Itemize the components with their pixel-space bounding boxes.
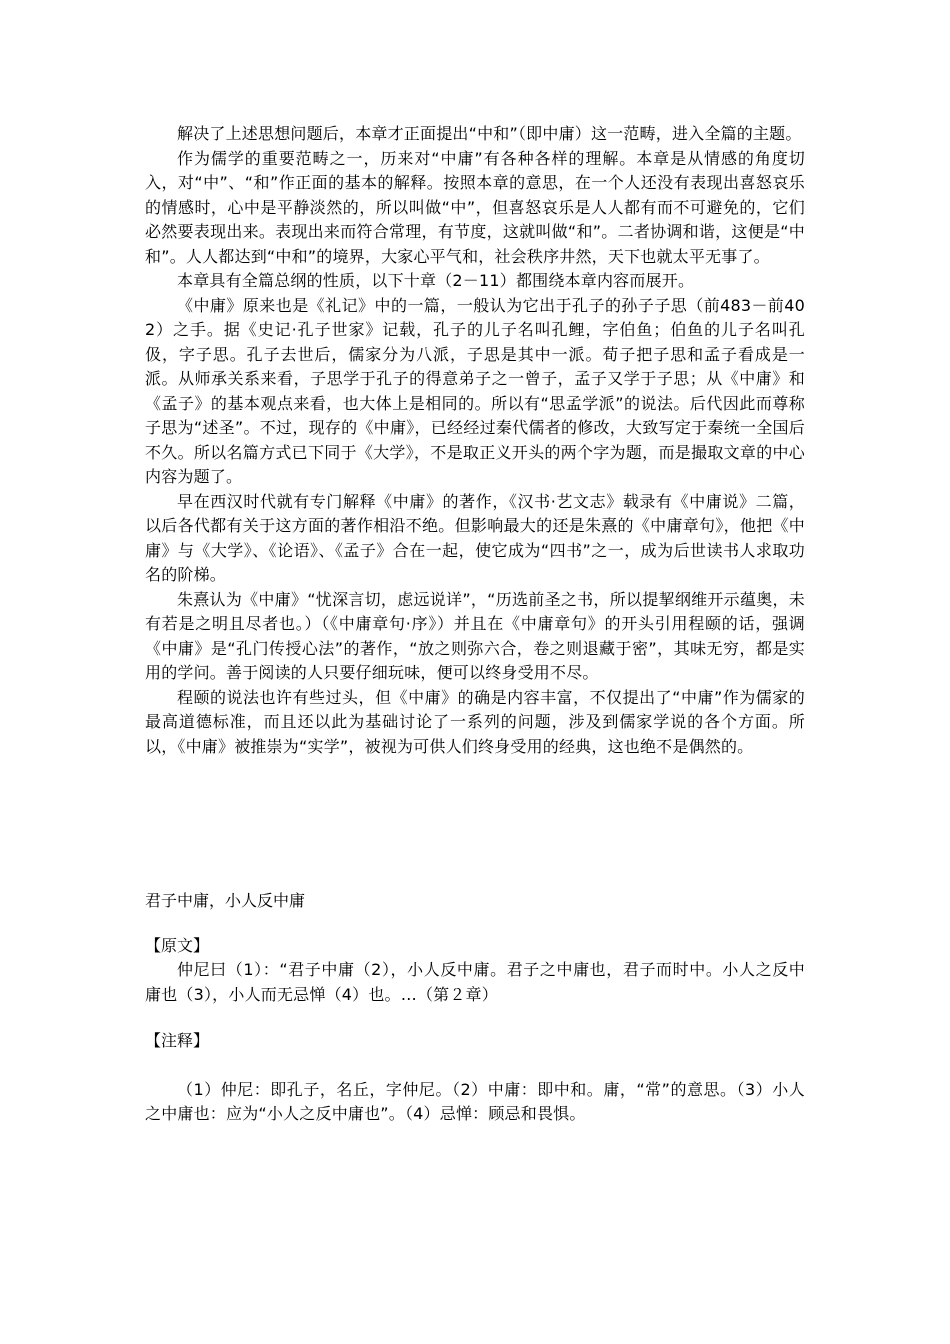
intro-paragraph-1: 解决了上述思想问题后，本章才正面提出“中和”（即中庸）这一范畴，进入全篇的主题。 [177,124,802,143]
zhushi-text: （1）仲尼：即孔子，名丘，字仲尼。（2）中庸：即中和。庸，“常”的意思。（3）小人之中庸也：应为“小人之反中庸也”。（4）忌惮：顾忌和畏惧。 [145,1079,805,1123]
intro-paragraph-5: 早在西汉时代就有专门解释《中庸》的著作，《汉书·艺文志》载录有《中庸说》二篇，以后各代都有关于这方面的著作相沿不绝。但影响最大的还是朱熹的《中庸章句》，他把《中庸》与《大学》、《论语》、《孟子》合在一起，使它成为“四书”之一，成为后世读书人求取功名的阶梯。 [145,491,805,584]
yuanwen-text: 仲尼曰（1）：“君子中庸（2），小人反中庸。君子之中庸也，君子而时中。小人之反中庸也（3），小人而无忌惮（4）也。…（第２章） [145,960,805,1004]
yuanwen-heading: 【原文】 [145,935,210,955]
intro-paragraph-7: 程颐的说法也许有些过头，但《中庸》的确是内容丰富，不仅提出了“中庸”作为儒家的最高道德标准，而且还以此为基础讨论了一系列的问题，涉及到儒家学说的各个方面。所以，《中庸》被推崇为“实学”，被视为可供人们终身受用的经典，这也绝不是偶然的。 [145,687,805,756]
zhushi-heading: 【注释】 [145,1031,210,1050]
intro-paragraph-3: 本章具有全篇总纲的性质，以下十章（2－11）都围绕本章内容而展开。 [177,271,695,290]
document-page [145,122,805,1127]
intro-paragraph-4: 《中庸》原来也是《礼记》中的一篇，一般认为它出于孔子的孙子子思（前483－前402）之手。据《史记·孔子世家》记载，孔子的儿子名叫孔鲤，字伯鱼；伯鱼的儿子名叫孔伋，字子思。孔子去世后，儒家分为八派，子思是其中一派。荀子把子思和孟子看成是一派。从师承关系来看，子思学于孔子的得意弟子之一曾子，孟子又学于子思；从《中庸》和《孟子》的基本观点来看，也大体上是相同的。所以有“思孟学派”的说法。后代因此而尊称子思为“述圣”。不过，现存的《中庸》，已经经过秦代儒者的修改，大致写定于秦统一全国后不久。所以名篇方式已下同于《大学》，不是取正义开头的两个字为题，而是撮取文章的中心内容为题了。 [145,295,805,486]
section-title: 君子中庸，小人反中庸 [145,891,306,910]
intro-paragraph-2: 作为儒学的重要范畴之一，历来对“中庸”有各种各样的理解。本章是从情感的角度切入，对“中”、“和”作正面的基本的解释。按照本章的意思，在一个人还没有表现出喜怒哀乐的情感时，心中是平静淡然的，所以叫做“中”，但喜怒哀乐是人人都有而不可避免的，它们必然要表现出来。表现出来而符合常理，有节度，这就叫做“和”。二者协调和谐，这便是“中和”。人人都达到“中和”的境界，大家心平气和，社会秩序井然，天下也就太平无事了。 [145,148,805,266]
intro-paragraph-6: 朱熹认为《中庸》“忧深言切，虑远说详”，“历选前圣之书，所以提挈纲维开示蕴奥，未有若是之明且尽者也。）（《中庸章句·序》）并且在《中庸章句》的开头引用程颐的话，强调《中庸》是“孔门传授心法”的著作，“放之则弥六合，卷之则退藏于密”，其味无穷，都是实用的学问。善于阅读的人只要仔细玩味，便可以终身受用不尽。 [145,589,805,682]
